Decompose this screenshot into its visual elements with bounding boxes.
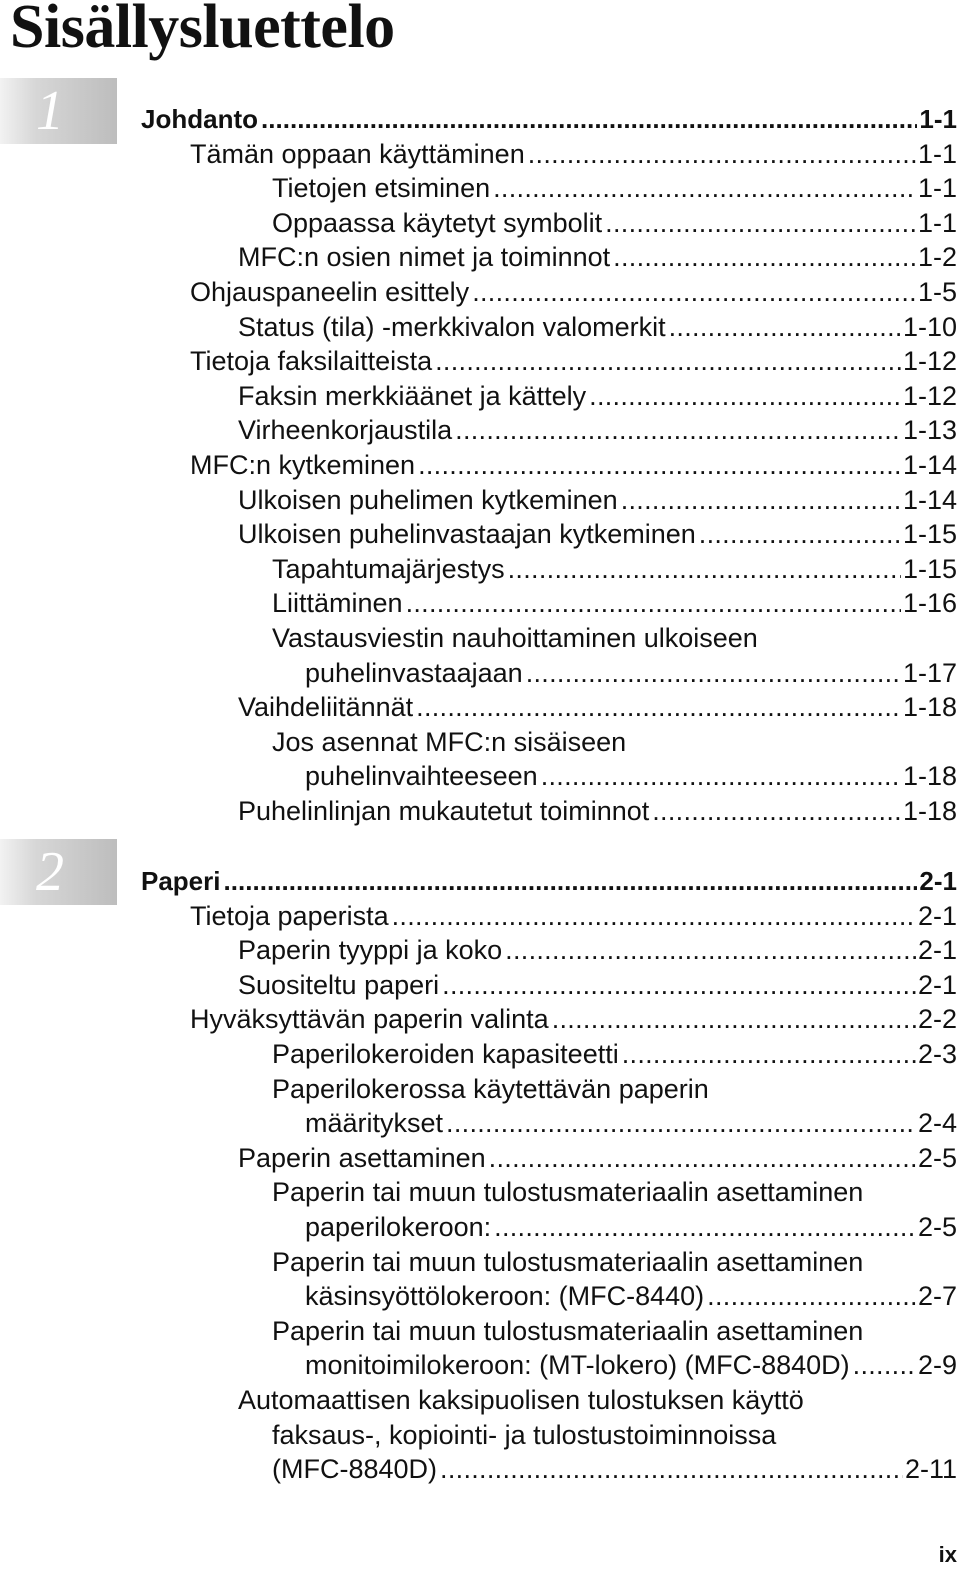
toc-entry-text: Vaihdeliitännät <box>238 692 414 723</box>
dot-leader <box>493 171 916 206</box>
toc-chapter-entry[interactable] <box>0 864 957 899</box>
toc-page-ref: 1-12 <box>902 346 957 377</box>
toc-entry[interactable] <box>0 379 957 414</box>
toc-entry[interactable] <box>0 586 957 621</box>
toc-entry[interactable] <box>0 759 957 794</box>
toc-page-ref: 1-18 <box>902 761 957 792</box>
toc-page-ref: 2-11 <box>904 1454 957 1485</box>
toc-entry-text: Tämän oppaan käyttäminen <box>190 138 525 169</box>
dot-leader <box>699 517 901 552</box>
toc-entry[interactable] <box>0 1141 957 1176</box>
toc-entry[interactable] <box>0 1418 957 1453</box>
toc-page-ref: 1-14 <box>902 484 957 515</box>
toc-entry[interactable] <box>0 1002 957 1037</box>
toc-entry-text: Tietojen etsiminen <box>272 173 491 204</box>
toc-entry-text: Paperilokeroiden kapasiteetti <box>272 1039 619 1069</box>
toc-entry-text: faksaus-, kopiointi- ja tulostustoiminnoissa <box>272 1419 777 1450</box>
dot-leader <box>261 102 917 137</box>
toc-entry-text: Ulkoisen puhelimen kytkeminen <box>238 484 618 515</box>
toc-entry-text: Oppaassa käytetyt symbolit <box>272 207 603 238</box>
toc-page-ref: 1-15 <box>902 519 957 550</box>
toc-page-ref: 2-1 <box>917 900 957 931</box>
toc-entry-text: Paperilokerossa käytettävän paperin <box>272 1073 709 1104</box>
toc-entry[interactable] <box>0 1210 957 1245</box>
dot-leader <box>435 344 901 379</box>
toc-page-ref: 2-7 <box>917 1281 957 1312</box>
dot-leader <box>605 206 916 241</box>
toc-entry-text: Suositeltu paperi <box>238 969 440 1000</box>
toc-page-ref: 2-1 <box>919 866 957 896</box>
toc-entry[interactable] <box>0 171 957 206</box>
toc-entry-text: Automaattisen kaksipuolisen tulostuksen käyttö <box>238 1385 804 1415</box>
toc-entry[interactable] <box>0 656 957 691</box>
page-title: Sisällysluettelo <box>10 0 395 61</box>
toc-entry[interactable] <box>0 275 957 310</box>
toc-entry[interactable] <box>0 1072 957 1107</box>
dot-leader <box>707 1279 916 1314</box>
toc-entry-text: Paperin tyyppi ja koko <box>238 935 503 966</box>
dot-leader <box>418 448 901 483</box>
toc-entry-text: puhelinvaihteeseen <box>305 761 538 792</box>
toc-entry-text: Vastausviestin nauhoittaminen ulkoiseen <box>272 623 758 653</box>
toc-page-ref: 2-9 <box>917 1350 957 1381</box>
toc-entry[interactable] <box>0 1037 957 1072</box>
toc-page-ref: 1-12 <box>902 380 957 411</box>
toc-page-ref: 1-15 <box>902 553 957 584</box>
toc-entry[interactable] <box>0 1175 957 1210</box>
toc-entry-text: Puhelinlinjan mukautetut toiminnot <box>238 796 650 826</box>
toc-entry-text: paperilokeroon: <box>305 1212 492 1242</box>
dot-leader <box>224 864 918 899</box>
dot-leader <box>541 759 901 794</box>
dot-leader <box>416 690 901 725</box>
toc-entry-text: Faksin merkkiäänet ja kättely <box>238 380 587 411</box>
dot-leader <box>669 310 901 345</box>
chapter-number: 1 <box>36 80 64 142</box>
toc-entry[interactable] <box>0 690 957 725</box>
toc-entry-text: käsinsyöttölokeroon: (MFC-8440) <box>305 1281 705 1312</box>
toc-page-ref: 2-1 <box>917 969 957 1000</box>
toc-entry[interactable] <box>0 344 957 379</box>
dot-leader <box>526 656 901 691</box>
toc-entry-text: Hyväksyttävän paperin valinta <box>190 1004 549 1035</box>
toc-entry[interactable] <box>0 725 957 760</box>
dot-leader <box>622 1037 916 1072</box>
toc-entry-text: (MFC-8840D) <box>272 1454 438 1485</box>
toc-entry-text: MFC:n kytkeminen <box>190 450 416 480</box>
toc-entry[interactable] <box>0 1279 957 1314</box>
toc-entry[interactable] <box>0 1383 957 1418</box>
toc-entry-text: Virheenkorjaustila <box>238 415 453 446</box>
dot-leader <box>442 968 916 1003</box>
dot-leader <box>652 794 901 829</box>
toc-entry[interactable] <box>0 794 957 829</box>
toc-page-ref: 1-5 <box>917 277 957 307</box>
toc-entry-text: puhelinvastaajaan <box>305 657 523 688</box>
toc-entry[interactable] <box>0 552 957 587</box>
toc-entry-text: Tapahtumajärjestys <box>272 553 505 584</box>
toc-chapter-entry[interactable] <box>0 102 957 137</box>
toc-entry-text: Paperin asettaminen <box>238 1142 486 1173</box>
toc-page-ref: 1-10 <box>902 311 957 342</box>
dot-leader <box>589 379 901 414</box>
toc-page-ref: 2-3 <box>917 1039 957 1069</box>
dot-leader <box>613 240 916 275</box>
dot-leader <box>472 275 916 310</box>
toc-entry-text: Paperin tai muun tulostusmateriaalin asettaminen <box>272 1315 864 1346</box>
toc-entry-text: Paperin tai muun tulostusmateriaalin asettaminen <box>272 1246 864 1277</box>
dot-leader <box>494 1210 916 1245</box>
toc-entry[interactable] <box>0 1348 957 1383</box>
toc-page-ref: 1-1 <box>917 207 957 238</box>
dot-leader <box>853 1348 916 1383</box>
toc-page-ref: 1-18 <box>902 796 957 826</box>
toc-entry[interactable] <box>0 483 957 518</box>
toc-page-ref: 1-18 <box>902 692 957 723</box>
toc-entry-text: Status (tila) -merkkivalon valomerkit <box>238 311 666 342</box>
toc-entry-text: Ohjauspaneelin esittely <box>190 277 470 307</box>
dot-leader <box>489 1141 916 1176</box>
toc-entry[interactable] <box>0 413 957 448</box>
toc-entry[interactable] <box>0 968 957 1003</box>
toc-page-ref: 1-1 <box>917 173 957 204</box>
dot-leader <box>406 586 901 621</box>
toc-entry-text: määritykset <box>305 1108 444 1139</box>
toc-page-ref: 1-16 <box>902 588 957 619</box>
dot-leader <box>508 552 901 587</box>
toc-entry[interactable] <box>0 206 957 241</box>
toc-page-ref: 1-13 <box>902 415 957 446</box>
dot-leader <box>505 933 916 968</box>
toc-entry-text: Johdanto <box>141 104 258 134</box>
toc-page-ref: 1-14 <box>902 450 957 480</box>
toc-page-ref: 1-17 <box>902 657 957 688</box>
toc-page-ref: 2-4 <box>917 1108 957 1139</box>
toc-page-ref: 2-2 <box>917 1004 957 1035</box>
toc-page-ref: 1-2 <box>917 242 957 273</box>
chapter-number: 2 <box>36 841 64 903</box>
toc-entry[interactable] <box>0 933 957 968</box>
toc-entry-text: MFC:n osien nimet ja toiminnot <box>238 242 611 273</box>
dot-leader <box>446 1106 916 1141</box>
toc-page-ref: 2-5 <box>917 1212 957 1242</box>
toc-entry[interactable] <box>0 137 957 172</box>
dot-leader <box>552 1002 916 1037</box>
toc-entry[interactable] <box>0 1106 957 1141</box>
toc-page-ref: 1-1 <box>917 138 957 169</box>
toc-entry[interactable] <box>0 899 957 934</box>
toc-entry[interactable] <box>0 621 957 656</box>
toc-entry[interactable] <box>0 1314 957 1349</box>
toc-entry-text: Ulkoisen puhelinvastaajan kytkeminen <box>238 519 696 550</box>
toc-entry[interactable] <box>0 240 957 275</box>
toc-entry[interactable] <box>0 1452 957 1487</box>
dot-leader <box>621 483 901 518</box>
toc-entry-text: Paperi <box>141 866 221 896</box>
dot-leader <box>440 1452 903 1487</box>
dot-leader <box>528 137 916 172</box>
toc-entry-text: Tietoja faksilaitteista <box>190 346 433 377</box>
toc-entry-text: Jos asennat MFC:n sisäiseen <box>272 726 627 757</box>
toc-entry-text: monitoimilokeroon: (MT-lokero) (MFC-8840D) <box>305 1350 850 1381</box>
toc-entry[interactable] <box>0 517 957 552</box>
toc-entry-text: Tietoja paperista <box>190 900 389 931</box>
page-number: ix <box>938 1542 957 1567</box>
toc-entry-text: Liittäminen <box>272 588 403 619</box>
toc-page-ref: 2-1 <box>917 935 957 966</box>
toc-entry[interactable] <box>0 310 957 345</box>
dot-leader <box>392 899 916 934</box>
dot-leader <box>455 413 901 448</box>
toc-entry-text: Paperin tai muun tulostusmateriaalin asettaminen <box>272 1177 864 1208</box>
toc-page-ref: 1-1 <box>919 104 957 134</box>
toc-entry[interactable] <box>0 448 957 483</box>
toc-entry[interactable] <box>0 1245 957 1280</box>
toc-page-ref: 2-5 <box>917 1142 957 1173</box>
